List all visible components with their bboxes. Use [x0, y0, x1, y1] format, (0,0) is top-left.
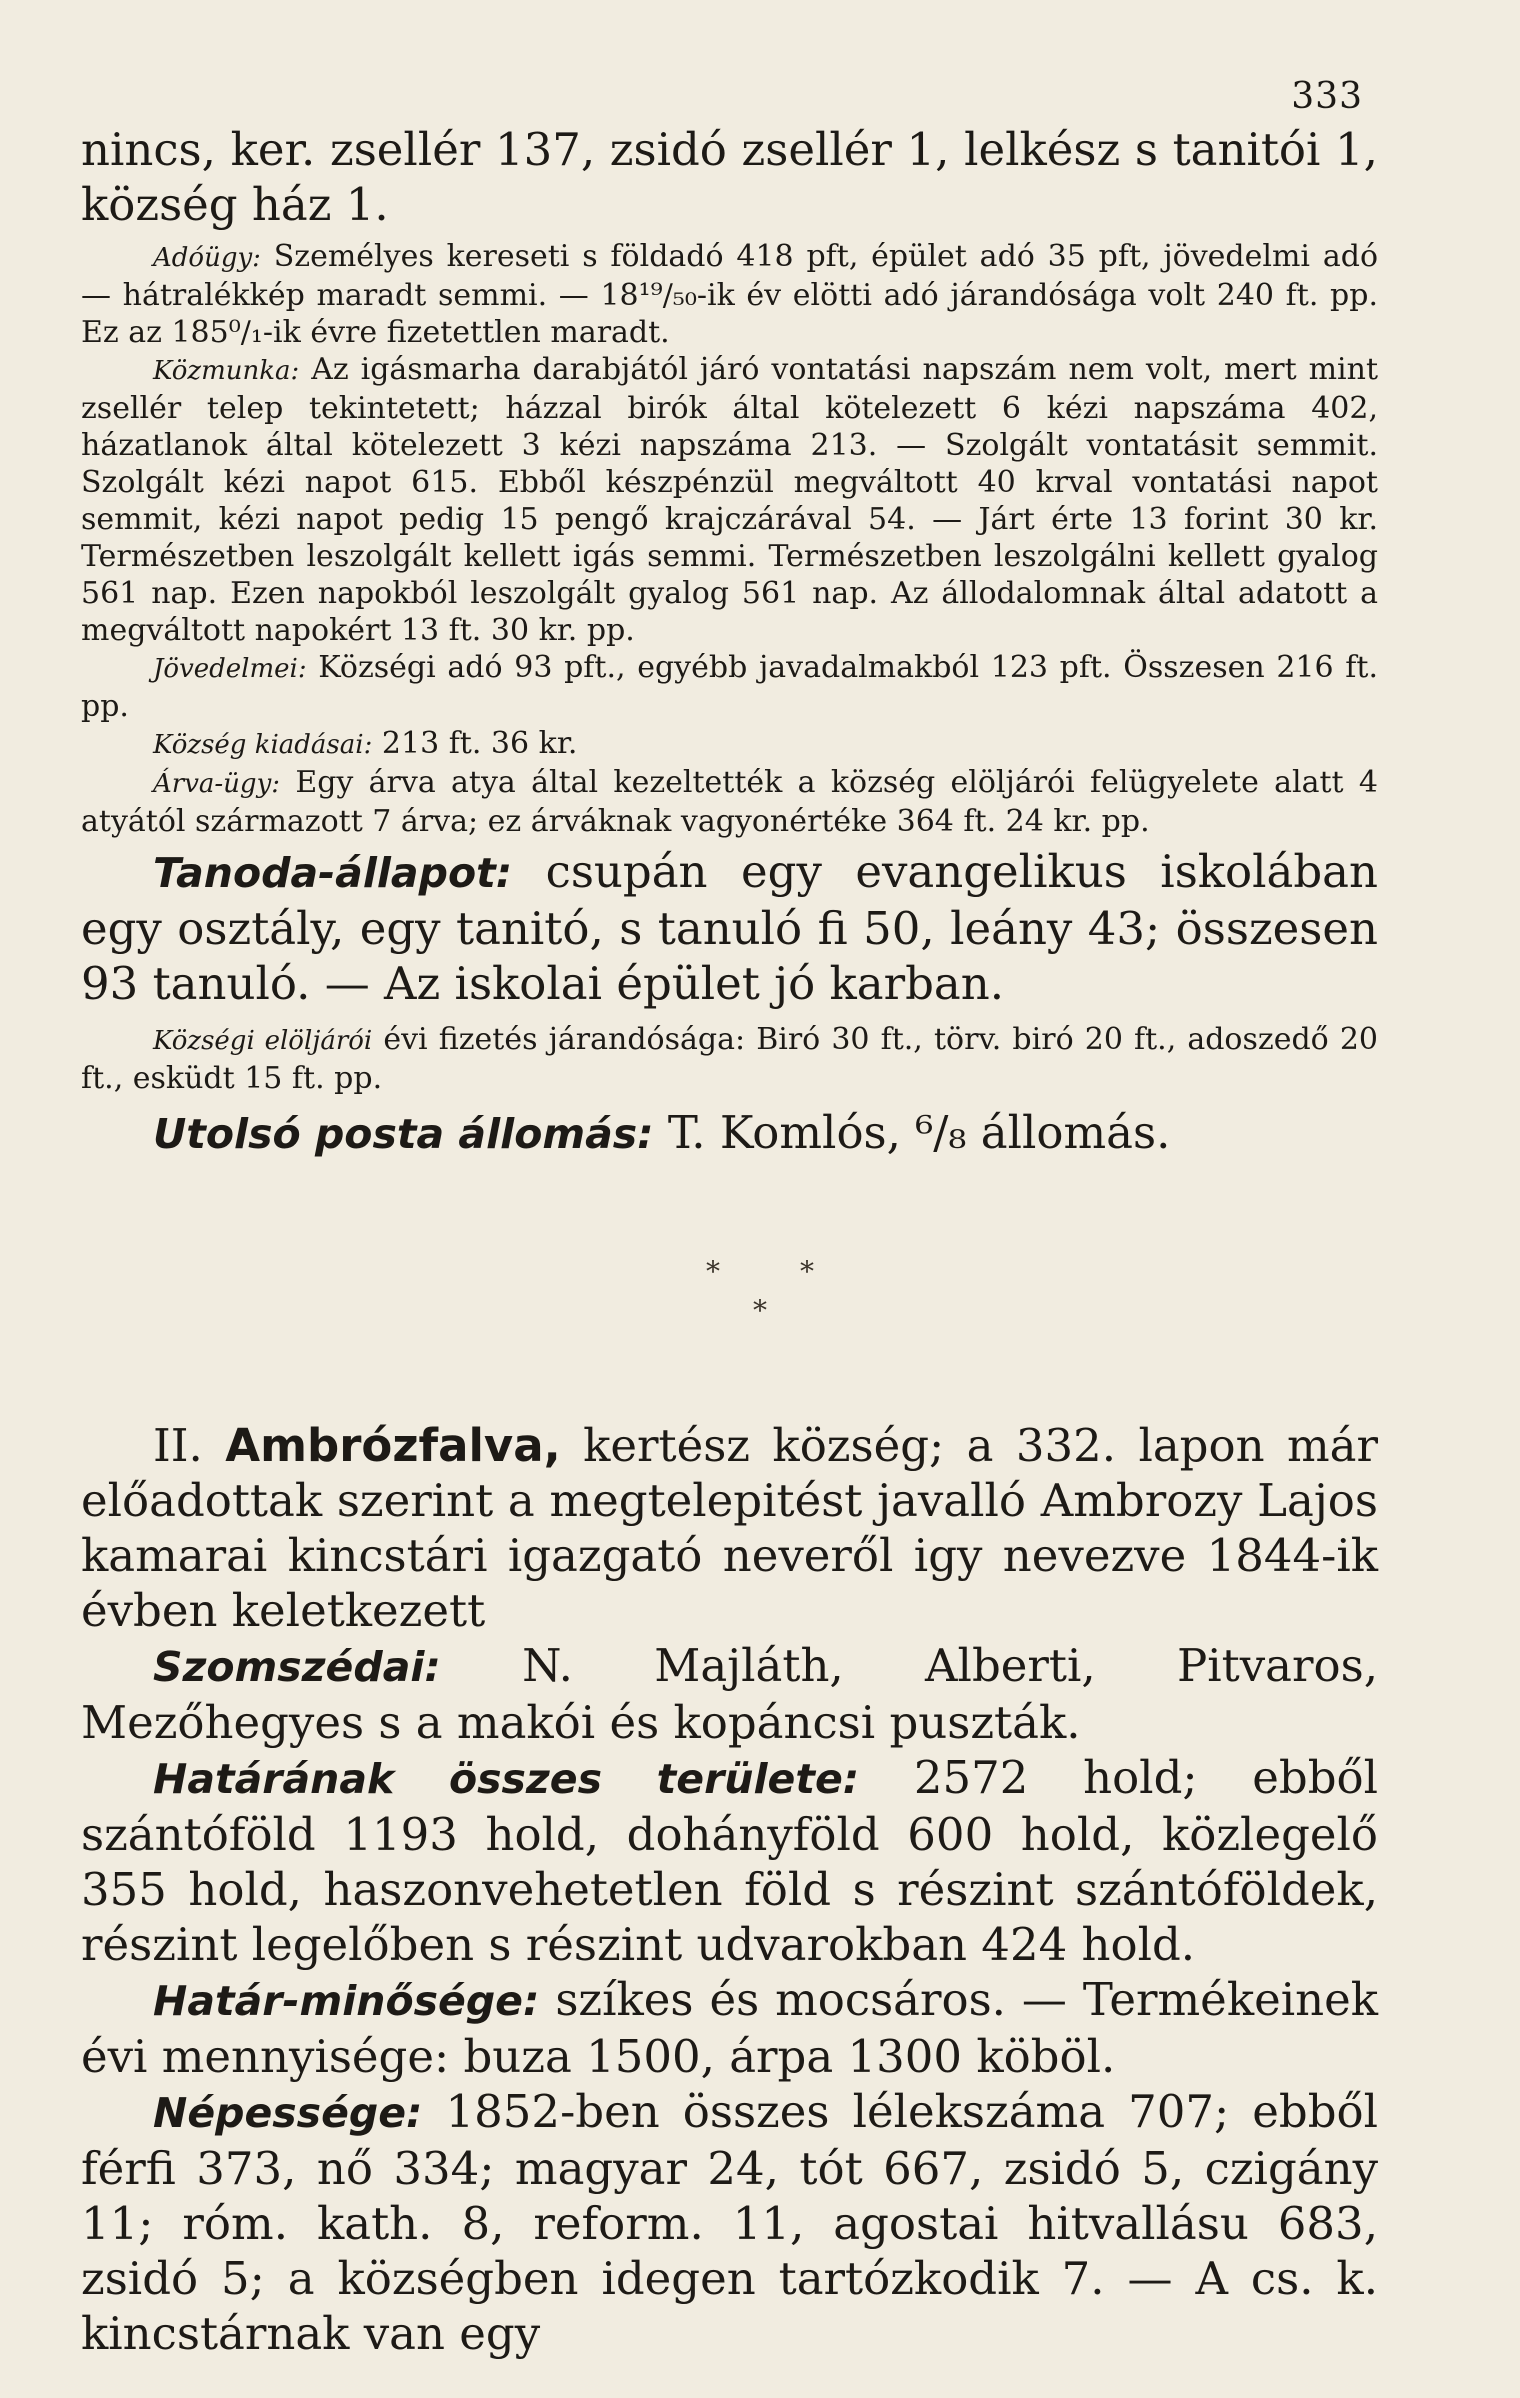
tanoda-text: csupán egy evangelikus iskolában egy osztály, egy tanitó, s tanuló fi 50, leány 43; összesen 93 tanuló. — Az iskolai épület jó karban.	[81, 845, 1378, 1010]
separator-star-right: *	[800, 1255, 814, 1288]
adougy-text: Személyes kereseti s földadó 418 pft, épület adó 35 pft, jövedelmi adó — hátralékkép maradt semmi. — 18¹⁹/₅₀-ik év elötti adó járandósága volt 240 ft. pp. Ez az 185⁰/₁-ik évre fizetettlen maradt.	[81, 239, 1378, 350]
minoseg-label: Határ-minősége:	[153, 1977, 540, 2025]
page-number: 333	[1291, 76, 1363, 117]
elojarok-text: évi fizetés járandósága: Biró 30 ft., törv. biró 20 ft., adoszedő 20 ft., esküdt 15 ft. pp.	[81, 1022, 1378, 1096]
minoseg-paragraph	[81, 1972, 1378, 2084]
section-1	[81, 122, 1378, 1162]
lead-paragraph: nincs, ker. zsellér 137, zsidó zsellér 1, lelkész s tanitói 1, község ház 1.	[81, 123, 1378, 231]
elojarok-label: Községi elöljárói	[153, 1026, 373, 1056]
kiadasai-text: 213 ft. 36 kr.	[372, 726, 578, 761]
elojarok-paragraph	[81, 1021, 1378, 1097]
arvaugy-label: Árva-ügy:	[153, 769, 281, 799]
jovedelmei-label: Jövedelmei:	[153, 654, 307, 684]
szomszedai-paragraph	[81, 1638, 1378, 1750]
szomszedai-text: N. Majláth, Alberti, Pitvaros, Mezőhegyes s a makói és kopáncsi puszták.	[81, 1639, 1378, 1749]
kozmunka-paragraph	[81, 351, 1378, 649]
section-2	[81, 1418, 1378, 2361]
nepesseg-paragraph	[81, 2084, 1378, 2361]
adougy-label: Adóügy:	[153, 243, 261, 273]
kiadasai-label: Község kiadásai:	[153, 730, 373, 760]
terulet-paragraph	[81, 1750, 1378, 1972]
kiadasai-paragraph	[81, 725, 1378, 764]
adougy-paragraph	[81, 238, 1378, 351]
minoseg-text: szíkes és mocsáros. — Termékeinek évi mennyisége: buza 1500, árpa 1300 köböl.	[81, 1973, 1378, 2083]
posta-label: Utolsó posta állomás:	[153, 1110, 654, 1158]
section-2-heading: Ambrózfalva,	[225, 1419, 561, 1472]
szomszedai-label: Szomszédai:	[153, 1643, 441, 1691]
terulet-label: Határának összes területe:	[153, 1755, 860, 1803]
tanoda-paragraph	[81, 844, 1378, 1011]
arvaugy-text: Egy árva atya által kezeltették a község elöljárói felügyelete alatt 4 atyától származott 7 árva; ez árváknak vagyonértéke 364 ft. 24 kr. pp.	[81, 765, 1378, 839]
kozmunka-label: Közmunka:	[153, 356, 300, 386]
section-2-intro	[81, 1418, 1378, 1638]
jovedelmei-text: Községi adó 93 pft., egyébb javadalmakból 123 pft. Összesen 216 ft. pp.	[81, 650, 1378, 724]
nepesseg-text: 1852-ben összes lélekszáma 707; ebből férfi 373, nő 334; magyar 24, tót 667, zsidó 5, czigány 11; róm. kath. 8, reform. 11, agostai hitvallásu 683, zsidó 5; a községben idegen tartózkodik 7. — A cs. k. kincstárnak van egy	[81, 2085, 1378, 2360]
section-separator	[0, 1255, 1520, 1327]
separator-star-left: *	[706, 1255, 720, 1288]
terulet-text: 2572 hold; ebből szántóföld 1193 hold, dohányföld 600 hold, közlegelő 355 hold, haszonvehetetlen föld s részint szántóföldek, részint legelőben s részint udvarokban 424 hold.	[81, 1751, 1378, 1971]
arvaugy-paragraph	[81, 764, 1378, 840]
posta-text: T. Komlós, ⁶/₈ állomás.	[653, 1106, 1171, 1159]
posta-paragraph	[81, 1105, 1378, 1162]
section-2-intro-text: kertész község; a 332. lapon már előadottak szerint a megtelepitést javalló Ambrozy Lajos kamarai kincstári igazgató neveről igy nevezve 1844-ik évben keletkezett	[81, 1419, 1378, 1637]
section-2-number: II.	[153, 1419, 203, 1472]
jovedelmei-paragraph	[81, 649, 1378, 725]
separator-star-bottom: *	[753, 1294, 767, 1327]
tanoda-label: Tanoda-állapot:	[153, 849, 513, 897]
nepesseg-label: Népessége:	[153, 2089, 423, 2137]
kozmunka-text: Az igásmarha darabjától járó vontatási napszám nem volt, mert mint zsellér telep tekintetett; házzal birók által kötelezett 6 kézi napszáma 402, házatlanok által kötelezett 3 kézi napszáma 213. — Szolgált vontatásit semmit. Szolgált kézi napot 615. Ebből készpénzül megváltott 40 krval vontatási napot semmit, kézi napot pedig 15 pengő krajczárával 54. — Járt érte 13 forint 30 kr. Természetben leszolgált kellett igás semmi. Természetben leszolgálni kellett gyalog 561 nap. Ezen napokból leszolgált gyalog 561 nap. Az állodalomnak által adatott a megváltott napokért 13 ft. 30 kr. pp.	[81, 352, 1378, 648]
